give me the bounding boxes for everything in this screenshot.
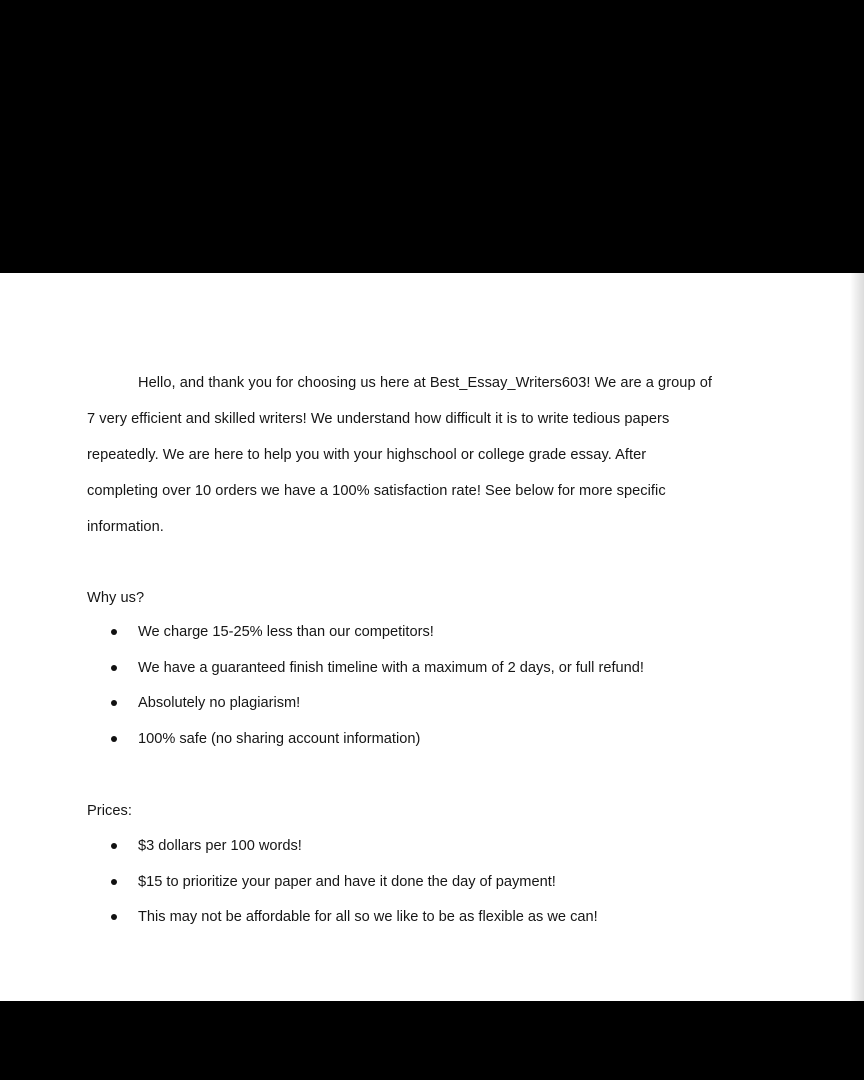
list-item: [111, 835, 598, 871]
list-item-text: 100% safe (no sharing account information): [138, 731, 421, 748]
prices-heading: Prices:: [87, 803, 132, 819]
list-item: [111, 728, 644, 764]
bullet-icon: [111, 914, 117, 920]
list-item: [111, 906, 598, 942]
intro-line: information.: [87, 519, 164, 535]
bottom-black-border: [0, 1001, 864, 1080]
list-item-text: We have a guaranteed finish timeline with a maximum of 2 days, or full refund!: [138, 659, 644, 676]
intro-line: repeatedly. We are here to help you with your highschool or college grade essay. After: [87, 447, 647, 463]
why-us-list: [111, 621, 644, 764]
intro-line: 7 very efficient and skilled writers! We understand how difficult it is to write tedious papers: [87, 411, 670, 427]
top-black-border: [0, 0, 864, 273]
intro-line: completing over 10 orders we have a 100% satisfaction rate! See below for more specific: [87, 483, 666, 499]
why-us-heading: Why us?: [87, 590, 145, 606]
list-item-text: $3 dollars per 100 words!: [138, 838, 302, 854]
list-item: [111, 657, 644, 693]
page-edge-shadow: [850, 273, 864, 1001]
list-item-text: We charge 15-25% less than our competitors!: [138, 624, 434, 640]
bullet-icon: [111, 843, 117, 849]
bullet-icon: [111, 700, 117, 706]
list-item-text: $15 to prioritize your paper and have it done the day of payment!: [138, 873, 556, 890]
bullet-icon: [111, 736, 117, 742]
list-item: [111, 871, 598, 907]
list-item: [111, 621, 644, 657]
bullet-icon: [111, 665, 117, 671]
list-item-text: Absolutely no plagiarism!: [138, 695, 301, 712]
document-page: [0, 273, 864, 1001]
intro-paragraph: [87, 372, 759, 552]
list-item: [111, 692, 644, 728]
bullet-icon: [111, 879, 117, 885]
intro-line: Hello, and thank you for choosing us here at Best_Essay_Writers603! We are a group of: [138, 375, 712, 391]
list-item-text: This may not be affordable for all so we like to be as flexible as we can!: [138, 909, 598, 926]
prices-list: [111, 835, 598, 942]
bullet-icon: [111, 629, 117, 635]
